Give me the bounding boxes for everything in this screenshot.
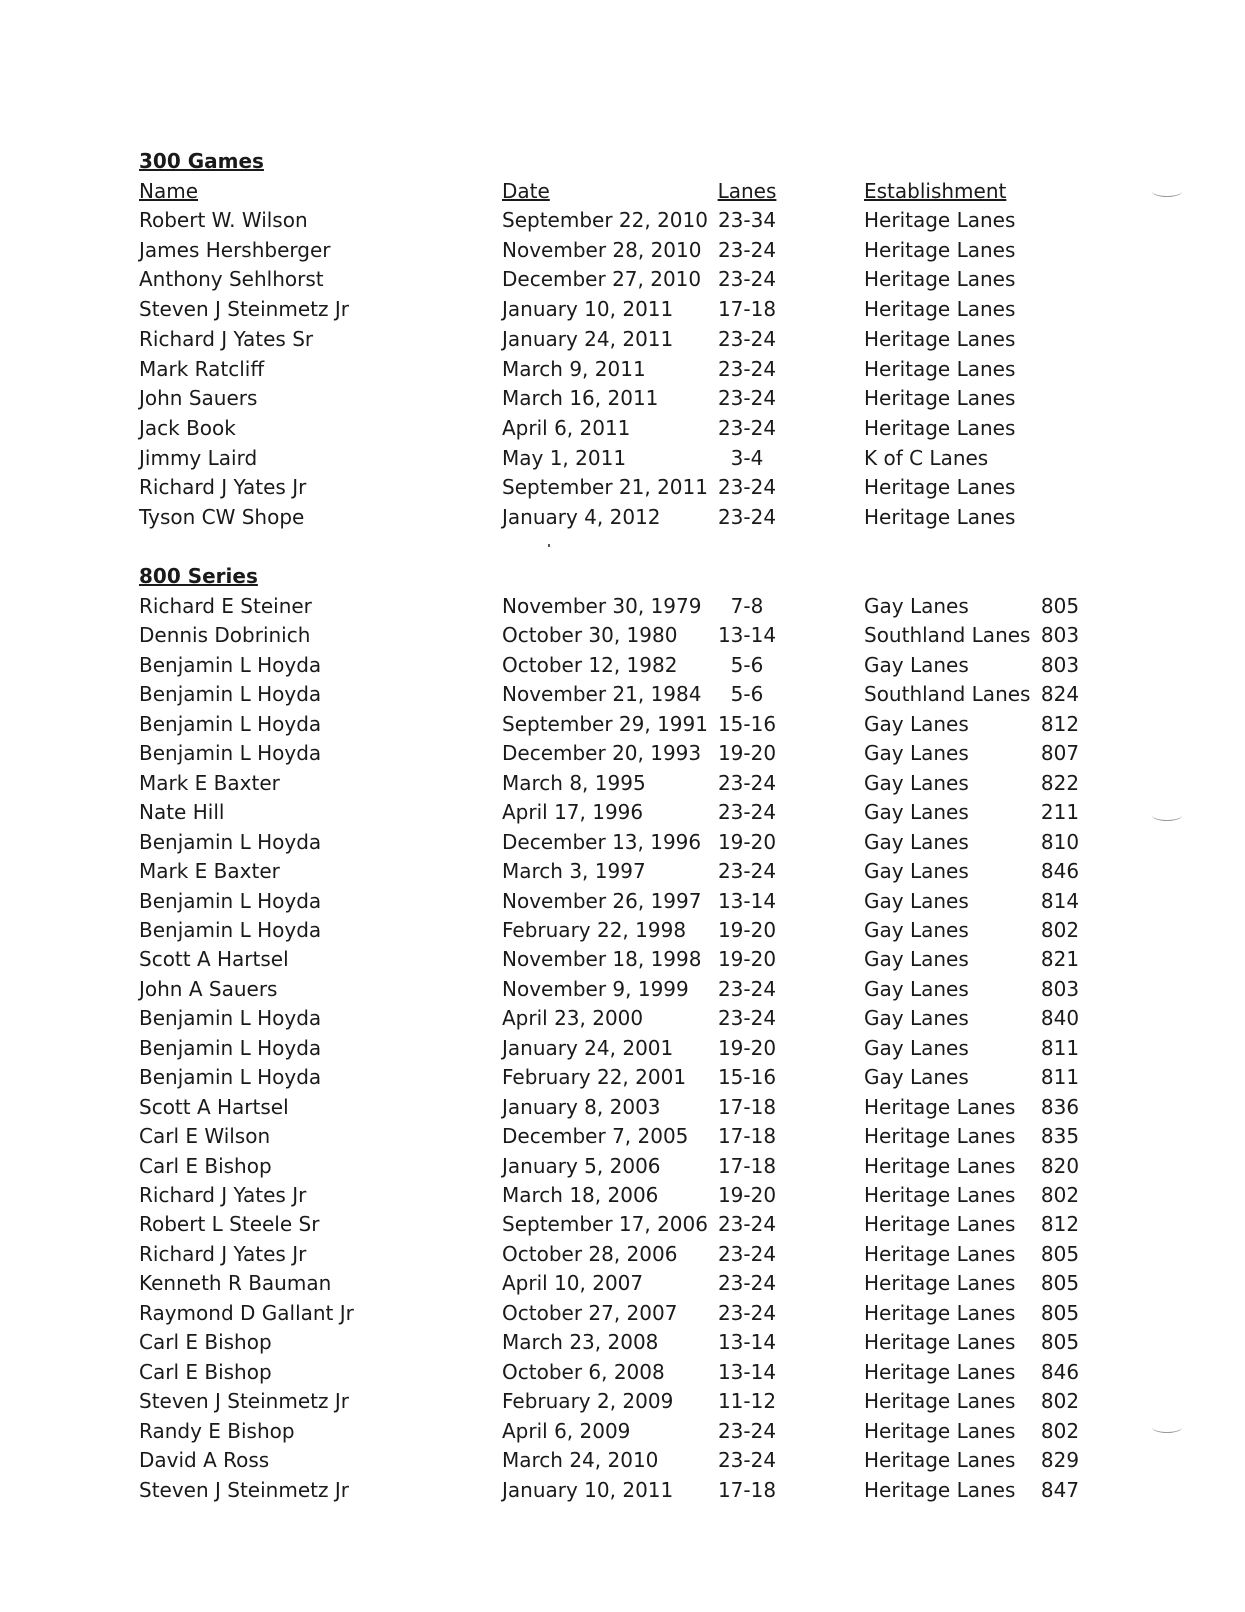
cell-lanes: 23-24 [717,505,777,529]
cell-lanes: 23-24 [717,1241,777,1266]
cell-name: Carl E Wilson [139,1124,271,1149]
cell-lanes: 5-6 [730,652,764,677]
cell-score: 847 [1040,1477,1080,1502]
cell-date: March 23, 2008 [502,1330,659,1355]
cell-establishment: Heritage Lanes [864,267,1016,292]
table-row [0,1477,1245,1507]
table-row [0,1094,1245,1124]
header-name: Name [139,179,199,203]
cell-name: Benjamin L Hoyda [139,741,322,766]
cell-score: 829 [1040,1448,1080,1473]
cell-name: Steven J Steinmetz Jr [139,1477,349,1502]
table-row [0,1153,1245,1183]
cell-name: John Sauers [139,386,258,411]
cell-establishment: Heritage Lanes [864,1212,1016,1237]
cell-date: April 10, 2007 [502,1271,644,1296]
cell-date: March 3, 1997 [502,859,646,884]
cell-date: September 22, 2010 [502,208,708,232]
cell-establishment: Heritage Lanes [864,1359,1016,1384]
cell-score: 802 [1040,917,1080,942]
header-lanes: Lanes [717,179,777,203]
cell-score: 802 [1040,1418,1080,1443]
cell-date: April 23, 2000 [502,1006,644,1031]
cell-establishment: Gay Lanes [864,770,969,795]
table-row [0,1270,1245,1300]
cell-establishment: Heritage Lanes [864,505,1016,529]
cell-date: December 27, 2010 [502,267,702,292]
cell-date: January 8, 2003 [502,1094,661,1119]
cell-establishment: Gay Lanes [864,1035,969,1060]
cell-establishment: Southland Lanes [864,623,1031,648]
table-header-300-games [0,178,1245,208]
cell-name: Steven J Steinmetz Jr [139,297,349,322]
table-row [0,888,1245,918]
cell-date: April 6, 2009 [502,1418,631,1443]
cell-name: Steven J Steinmetz Jr [139,1389,349,1414]
table-row [0,681,1245,711]
table-row [0,237,1245,267]
cell-name: Benjamin L Hoyda [139,711,322,736]
cell-date: September 21, 2011 [502,475,708,500]
cell-score: 802 [1040,1183,1080,1207]
cell-lanes: 19-20 [717,741,777,766]
cell-establishment: Heritage Lanes [864,386,1016,411]
cell-name: Jack Book [139,415,236,440]
table-row [0,385,1245,415]
cell-lanes: 13-14 [717,623,777,648]
cell-establishment: Heritage Lanes [864,1418,1016,1443]
cell-score: 805 [1040,1300,1080,1325]
cell-score: 805 [1040,1241,1080,1266]
cell-date: November 26, 1997 [502,888,702,913]
table-row [0,1182,1245,1212]
cell-name: Dennis Dobrinich [139,623,311,648]
cell-date: January 24, 2011 [502,326,674,351]
cell-date: January 5, 2006 [502,1153,661,1178]
scan-speck [548,544,550,547]
cell-lanes: 17-18 [717,1153,777,1178]
cell-lanes: 17-18 [717,297,777,322]
cell-name: Nate Hill [139,800,225,825]
cell-date: April 17, 1996 [502,800,644,825]
cell-name: John A Sauers [139,976,278,1001]
cell-score: 811 [1040,1065,1080,1090]
cell-lanes: 23-24 [717,237,777,262]
cell-lanes: 7-8 [730,594,764,618]
cell-lanes: 23-24 [717,475,777,500]
cell-lanes: 23-24 [717,415,777,440]
cell-name: Mark E Baxter [139,859,280,884]
table-row [0,474,1245,504]
cell-score: 822 [1040,770,1080,795]
cell-name: Robert L Steele Sr [139,1212,320,1237]
cell-establishment: Gay Lanes [864,976,969,1001]
scan-margin-mark [1152,1422,1182,1433]
cell-lanes: 15-16 [717,1065,777,1090]
table-row [0,1241,1245,1271]
cell-score: 821 [1040,947,1080,972]
table-row [0,356,1245,386]
cell-score: 846 [1040,859,1080,884]
cell-date: October 27, 2007 [502,1300,678,1325]
cell-establishment: Gay Lanes [864,800,969,825]
cell-date: December 13, 1996 [502,829,702,854]
cell-lanes: 23-24 [717,1300,777,1325]
cell-name: Randy E Bishop [139,1418,295,1443]
table-row [0,593,1245,623]
cell-name: Mark E Baxter [139,770,280,795]
cell-date: May 1, 2011 [502,445,627,470]
cell-establishment: Heritage Lanes [864,1094,1016,1119]
cell-establishment: Heritage Lanes [864,237,1016,262]
table-row [0,976,1245,1006]
cell-date: April 6, 2011 [502,415,631,440]
table-row [0,1211,1245,1241]
cell-establishment: K of C Lanes [864,445,989,470]
cell-score: 805 [1040,1330,1080,1355]
cell-lanes: 23-24 [717,800,777,825]
cell-score: 812 [1040,711,1080,736]
cell-name: Benjamin L Hoyda [139,652,322,677]
cell-establishment: Gay Lanes [864,741,969,766]
cell-date: October 12, 1982 [502,652,678,677]
cell-name: Benjamin L Hoyda [139,829,322,854]
cell-score: 824 [1040,682,1080,707]
cell-score: 802 [1040,1389,1080,1414]
table-row [0,917,1245,947]
cell-establishment: Gay Lanes [864,1006,969,1031]
cell-name: Benjamin L Hoyda [139,888,322,913]
cell-establishment: Heritage Lanes [864,1330,1016,1355]
table-row [0,1388,1245,1418]
table-row [0,296,1245,326]
cell-establishment: Heritage Lanes [864,475,1016,500]
cell-date: March 24, 2010 [502,1448,659,1473]
cell-lanes: 23-24 [717,770,777,795]
cell-date: January 10, 2011 [502,297,674,322]
cell-date: November 9, 1999 [502,976,689,1001]
cell-score: 835 [1040,1124,1080,1149]
cell-score: 803 [1040,623,1080,648]
cell-name: Carl E Bishop [139,1359,272,1384]
header-date: Date [502,179,550,203]
cell-date: September 29, 1991 [502,711,708,736]
cell-score: 811 [1040,1035,1080,1060]
scan-margin-mark [1152,186,1182,197]
cell-lanes: 23-34 [717,208,777,232]
cell-establishment: Heritage Lanes [864,356,1016,381]
cell-name: Raymond D Gallant Jr [139,1300,354,1325]
cell-establishment: Gay Lanes [864,1065,969,1090]
cell-lanes: 23-24 [717,1006,777,1031]
cell-lanes: 13-14 [717,1330,777,1355]
cell-score: 814 [1040,888,1080,913]
cell-establishment: Heritage Lanes [864,208,1016,232]
cell-name: Jimmy Laird [139,445,258,470]
cell-name: Richard J Yates Jr [139,1241,307,1266]
cell-name: David A Ross [139,1448,270,1473]
cell-establishment: Gay Lanes [864,859,969,884]
cell-establishment: Heritage Lanes [864,1183,1016,1207]
cell-lanes: 23-24 [717,859,777,884]
cell-date: March 18, 2006 [502,1183,659,1207]
cell-score: 807 [1040,741,1080,766]
cell-lanes: 13-14 [717,888,777,913]
cell-name: Richard J Yates Jr [139,1183,307,1207]
cell-lanes: 17-18 [717,1094,777,1119]
cell-score: 803 [1040,652,1080,677]
cell-date: March 8, 1995 [502,770,646,795]
cell-score: 812 [1040,1212,1080,1237]
table-row [0,652,1245,682]
cell-lanes: 19-20 [717,1183,777,1207]
cell-lanes: 23-24 [717,386,777,411]
cell-date: September 17, 2006 [502,1212,708,1237]
cell-name: Scott A Hartsel [139,947,289,972]
table-row [0,326,1245,356]
table-row [0,740,1245,770]
cell-establishment: Gay Lanes [864,917,969,942]
cell-establishment: Heritage Lanes [864,1241,1016,1266]
cell-name: Robert W. Wilson [139,208,308,232]
cell-lanes: 23-24 [717,267,777,292]
cell-name: Benjamin L Hoyda [139,682,322,707]
cell-date: October 28, 2006 [502,1241,678,1266]
cell-date: March 9, 2011 [502,356,646,381]
section-title-800-series: 800 Series [139,564,258,588]
cell-establishment: Gay Lanes [864,711,969,736]
cell-score: 836 [1040,1094,1080,1119]
cell-date: February 22, 2001 [502,1065,687,1090]
cell-lanes: 23-24 [717,356,777,381]
cell-name: Benjamin L Hoyda [139,1006,322,1031]
table-row [0,829,1245,859]
cell-lanes: 19-20 [717,829,777,854]
table-row [0,266,1245,296]
cell-lanes: 17-18 [717,1477,777,1502]
table-row [0,622,1245,652]
cell-establishment: Heritage Lanes [864,1477,1016,1502]
cell-name: Carl E Bishop [139,1330,272,1355]
table-row [0,1035,1245,1065]
cell-establishment: Heritage Lanes [864,1153,1016,1178]
cell-establishment: Gay Lanes [864,652,969,677]
cell-name: Benjamin L Hoyda [139,1035,322,1060]
cell-date: November 30, 1979 [502,594,702,618]
cell-name: Tyson CW Shope [139,505,305,529]
cell-lanes: 23-24 [717,1212,777,1237]
cell-name: Kenneth R Bauman [139,1271,332,1296]
cell-score: 803 [1040,976,1080,1001]
cell-lanes: 5-6 [730,682,764,707]
cell-score: 846 [1040,1359,1080,1384]
cell-date: January 10, 2011 [502,1477,674,1502]
cell-lanes: 23-24 [717,1271,777,1296]
cell-date: February 22, 1998 [502,917,687,942]
cell-name: Anthony Sehlhorst [139,267,324,292]
scan-margin-mark [1152,810,1182,821]
cell-score: 805 [1040,594,1080,618]
table-row [0,207,1245,237]
cell-establishment: Gay Lanes [864,829,969,854]
cell-lanes: 3-4 [730,445,764,470]
cell-score: 840 [1040,1006,1080,1031]
cell-name: Richard E Steiner [139,594,312,618]
cell-date: December 7, 2005 [502,1124,689,1149]
cell-establishment: Heritage Lanes [864,1389,1016,1414]
cell-lanes: 23-24 [717,976,777,1001]
cell-establishment: Heritage Lanes [864,1124,1016,1149]
cell-lanes: 19-20 [717,917,777,942]
header-establishment: Establishment [864,179,1007,203]
cell-name: James Hershberger [139,237,331,262]
cell-establishment: Heritage Lanes [864,1448,1016,1473]
cell-establishment: Gay Lanes [864,947,969,972]
table-row [0,1005,1245,1035]
cell-establishment: Heritage Lanes [864,1271,1016,1296]
table-row [0,770,1245,800]
cell-establishment: Heritage Lanes [864,415,1016,440]
cell-date: October 30, 1980 [502,623,678,648]
cell-score: 810 [1040,829,1080,854]
cell-lanes: 15-16 [717,711,777,736]
cell-lanes: 17-18 [717,1124,777,1149]
cell-lanes: 23-24 [717,1418,777,1443]
cell-establishment: Gay Lanes [864,888,969,913]
table-row [0,1418,1245,1448]
cell-establishment: Heritage Lanes [864,1300,1016,1325]
table-row [0,504,1245,534]
cell-name: Carl E Bishop [139,1153,272,1178]
cell-name: Scott A Hartsel [139,1094,289,1119]
table-row [0,1359,1245,1389]
cell-lanes: 19-20 [717,947,777,972]
table-row [0,1064,1245,1094]
cell-lanes: 13-14 [717,1359,777,1384]
cell-date: October 6, 2008 [502,1359,665,1384]
cell-establishment: Heritage Lanes [864,326,1016,351]
cell-name: Richard J Yates Jr [139,475,307,500]
cell-date: February 2, 2009 [502,1389,674,1414]
cell-lanes: 23-24 [717,1448,777,1473]
cell-lanes: 11-12 [717,1389,777,1414]
cell-date: December 20, 1993 [502,741,702,766]
cell-lanes: 19-20 [717,1035,777,1060]
cell-name: Benjamin L Hoyda [139,1065,322,1090]
table-row [0,711,1245,741]
cell-establishment: Southland Lanes [864,682,1031,707]
cell-establishment: Heritage Lanes [864,297,1016,322]
section-title-300-games: 300 Games [139,149,264,173]
cell-name: Mark Ratcliff [139,356,265,381]
table-row [0,799,1245,829]
cell-date: March 16, 2011 [502,386,659,411]
cell-date: January 24, 2001 [502,1035,674,1060]
cell-date: November 21, 1984 [502,682,702,707]
table-row [0,1123,1245,1153]
cell-date: November 18, 1998 [502,947,702,972]
cell-establishment: Gay Lanes [864,594,969,618]
cell-lanes: 23-24 [717,326,777,351]
table-row [0,1329,1245,1359]
cell-score: 805 [1040,1271,1080,1296]
cell-name: Richard J Yates Sr [139,326,314,351]
table-row [0,858,1245,888]
table-row [0,1300,1245,1330]
cell-score: 820 [1040,1153,1080,1178]
cell-name: Benjamin L Hoyda [139,917,322,942]
table-row [0,1447,1245,1477]
cell-date: January 4, 2012 [502,505,661,529]
table-row [0,445,1245,475]
table-row [0,415,1245,445]
table-row [0,946,1245,976]
cell-score: 211 [1040,800,1080,825]
cell-date: November 28, 2010 [502,237,702,262]
